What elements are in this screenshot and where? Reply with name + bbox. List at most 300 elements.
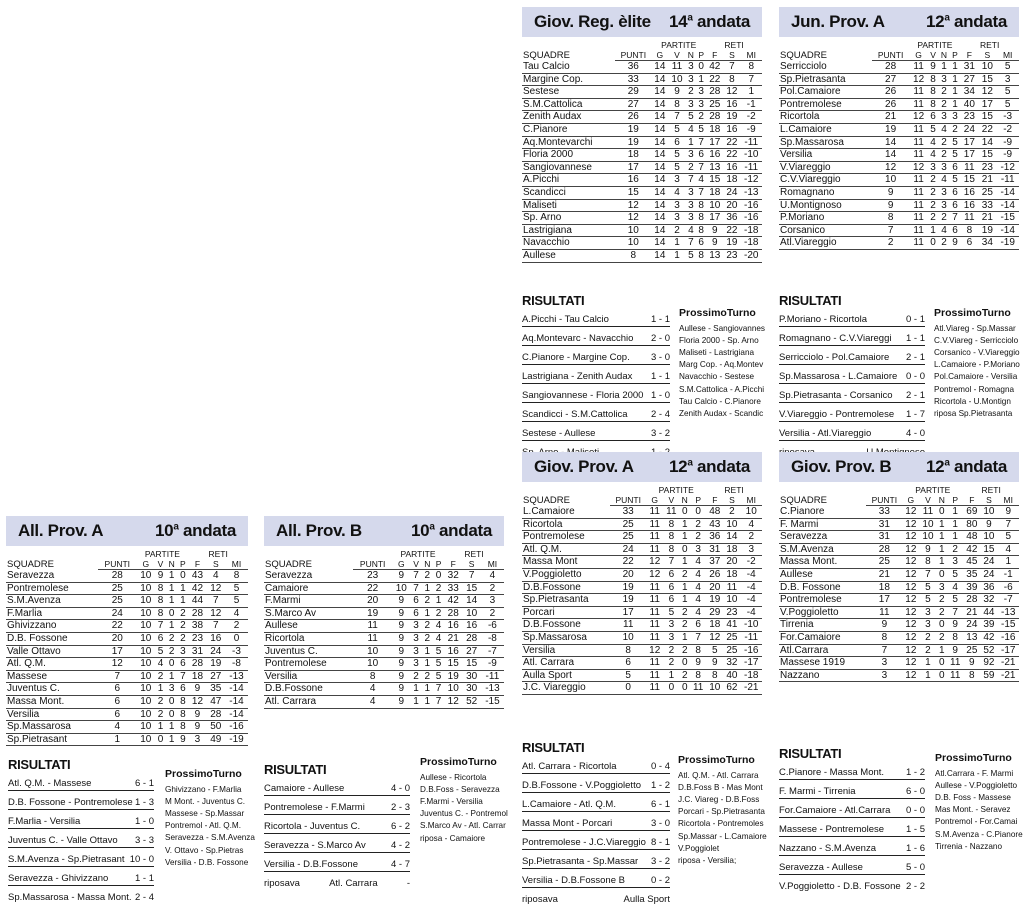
stat-cell: 1 (950, 61, 961, 74)
stat-cell: 2 (411, 670, 422, 683)
team-name: Atl.Carrara (779, 644, 866, 657)
stat-cell: 27 (960, 73, 978, 86)
next-match: S.Marco Av - Atl. Carrar (420, 821, 506, 831)
stat-cell: 11 (919, 506, 936, 519)
match-score: 1 - 1 (134, 873, 154, 884)
team-name: Corsanico (779, 224, 872, 237)
stat-cell: 10 (723, 594, 740, 607)
match-score: 1 - 1 (905, 333, 925, 344)
stat-cell: 2 (155, 670, 166, 683)
result-row (264, 783, 410, 796)
stat-cell: 2 (938, 86, 949, 99)
stat-cell: 11 (646, 581, 663, 594)
stat-cell: -4 (740, 594, 762, 607)
stat-cell: 15 (978, 149, 996, 162)
stat-cell: 11 (866, 606, 902, 619)
stat-cell: 0 (679, 506, 690, 519)
stat-cell: 1 (937, 644, 948, 657)
stat-cell: 5 (696, 123, 706, 136)
stat-cell: 29 (615, 86, 651, 99)
stat-cell: -9 (740, 123, 762, 136)
team-name: Seravezza (264, 570, 353, 583)
stat-cell: 10 (136, 582, 155, 595)
stat-cell: -8 (225, 658, 248, 671)
team-name: D.B.Fossone (522, 619, 610, 632)
stat-cell: 10 (136, 570, 155, 583)
stat-cell: 10 (136, 607, 155, 620)
stat-cell: 24 (960, 123, 978, 136)
stat-cell: -8 (481, 632, 504, 645)
next-match: Tirrenia - Nazzano (935, 841, 1003, 851)
stat-cell: 11 (947, 669, 963, 682)
match-name: Sp.Massarosa - L.Camaiore (779, 371, 898, 382)
col-header-squadre: SQUADRE (265, 558, 312, 570)
team-name: Atl. Q.M. (6, 658, 98, 671)
next-match: Aullese - V.Poggioletto (935, 781, 1018, 791)
stat-cell: 1 (950, 73, 961, 86)
stat-cell: 8 (696, 249, 706, 262)
team-name: Pol.Camaiore (779, 86, 872, 99)
stat-cell: 4 (353, 695, 392, 708)
col-group-partite: PARTITE (400, 549, 436, 559)
result-row (8, 892, 154, 904)
stat-cell: 17 (615, 161, 651, 174)
stat-cell: 24 (963, 619, 980, 632)
stat-cell: 2 (177, 620, 188, 633)
stat-cell: 11 (353, 632, 392, 645)
result-row (522, 409, 670, 422)
team-name: F.Marlia (6, 607, 98, 620)
stat-cell: 12 (444, 695, 462, 708)
stat-cell: 8 (740, 61, 762, 74)
match-name: For.Camaiore - Atl.Carrara (779, 805, 891, 816)
match-score: 0 - 1 (905, 314, 925, 325)
stat-cell: 12 (902, 606, 919, 619)
next-match: Zenith Audax - Scandic (679, 408, 764, 418)
stat-cell: 8 (155, 595, 166, 608)
stat-cell: 5 (706, 644, 723, 657)
stat-cell: 18 (188, 670, 206, 683)
match-score: 3 - 3 (134, 835, 154, 846)
team-name: Massese 1919 (779, 657, 866, 670)
stat-cell: 1 (668, 249, 685, 262)
match-score: 1 - 2 (905, 767, 925, 778)
stat-cell: 10 (615, 224, 651, 237)
col-header-punti: PUNTI (872, 50, 910, 61)
stat-cell: 30 (462, 670, 480, 683)
stat-cell: 20 (98, 632, 136, 645)
stat-cell: 5 (668, 161, 685, 174)
match-score: 2 - 0 (650, 333, 670, 344)
prossimo-turno-all-prov-b (420, 756, 508, 845)
stat-cell: 33 (866, 506, 902, 519)
stat-cell: 12 (615, 212, 651, 225)
col-header-squadre: SQUADRE (523, 49, 570, 61)
stat-cell: 2 (225, 620, 248, 633)
stat-cell: 10 (136, 683, 155, 696)
spacer (872, 40, 910, 50)
stat-cell: 8 (663, 531, 679, 544)
stat-cell: 12 (646, 644, 663, 657)
team-name: P.Moriano (779, 212, 872, 225)
result-row (779, 824, 925, 837)
stat-cell: 3 (668, 199, 685, 212)
team-name: Pontremolese (264, 658, 353, 671)
stat-cell: 5 (996, 61, 1019, 74)
stat-cell: 8 (225, 570, 248, 583)
stat-cell: 35 (207, 683, 225, 696)
stat-cell: 19 (978, 224, 996, 237)
stat-cell: 28 (188, 607, 206, 620)
table-row (522, 506, 762, 519)
team-name: Seravezza (6, 570, 98, 583)
next-match: M Mont. - Juventus C. (165, 797, 246, 807)
stat-cell: 11 (960, 161, 978, 174)
next-match: Pol.Camaiore - Versilia (934, 372, 1018, 382)
stat-cell: 14 (651, 149, 668, 162)
table-row (779, 619, 1019, 632)
stat-cell: 4 (998, 543, 1020, 556)
result-row (779, 352, 925, 365)
result-row (522, 875, 670, 888)
match-score: 1 - 2 (650, 780, 670, 791)
team-name: Serricciolo (779, 61, 872, 74)
section-giov-reg-elite (522, 7, 762, 263)
table-row (779, 631, 1019, 644)
standings-table (264, 549, 504, 709)
col-header-f: F (706, 50, 723, 61)
stat-cell: 4 (207, 570, 225, 583)
section-giov-prov-b (779, 452, 1019, 682)
stat-cell: 1 (679, 631, 690, 644)
stat-cell: 1 (740, 86, 762, 99)
match-score: 4 - 7 (390, 859, 410, 870)
stat-cell: 4 (481, 570, 504, 583)
col-header-punti: PUNTI (98, 559, 136, 570)
stat-cell: 9 (188, 683, 206, 696)
table-row (522, 568, 762, 581)
prossimo-turno-jun-prov-a (934, 307, 1020, 420)
stat-cell: 80 (963, 518, 980, 531)
stat-cell: 9 (668, 86, 685, 99)
stat-cell: 2 (433, 607, 444, 620)
table-row (522, 174, 762, 187)
stat-cell: 6 (696, 149, 706, 162)
spacer (353, 549, 392, 559)
next-match: V. Ottavo - Sp.Pietras (165, 845, 244, 855)
match-name: Seravezza - Aullese (779, 862, 863, 873)
stat-cell: 8 (928, 86, 939, 99)
table-row (522, 619, 762, 632)
stat-cell: 26 (872, 98, 910, 111)
col-group-reti: RETI (464, 549, 484, 559)
match-name: C.Pianore - Margine Cop. (522, 352, 630, 363)
stat-cell: 19 (207, 658, 225, 671)
stat-cell: 13 (706, 161, 723, 174)
table-row (6, 708, 248, 721)
stat-cell: 12 (902, 657, 919, 670)
team-name: D.B.Fossone (264, 683, 353, 696)
section-title: All. Prov. B (276, 521, 362, 540)
table-row (779, 186, 1019, 199)
stat-cell: 11 (909, 237, 927, 250)
match-name: Massese - Pontremolese (779, 824, 885, 835)
stat-cell: 42 (444, 595, 462, 608)
stat-cell: 6 (950, 186, 961, 199)
stat-cell: 12 (978, 86, 996, 99)
stat-cell: 4 (690, 594, 706, 607)
stat-cell: 16 (444, 645, 462, 658)
stat-cell: 92 (980, 657, 997, 670)
match-name: V.Poggioletto - D.B. Fossone (779, 881, 901, 892)
stat-cell: 8 (668, 98, 685, 111)
stat-cell: 9 (706, 237, 723, 250)
stat-cell: 29 (706, 606, 723, 619)
stat-cell: 6 (663, 594, 679, 607)
stat-cell: 3 (696, 86, 706, 99)
stat-cell: 12 (902, 556, 919, 569)
stat-cell: 4 (668, 186, 685, 199)
next-match: D.B. Foss - Massese (935, 793, 1011, 803)
stat-cell: -2 (740, 111, 762, 124)
stat-cell: -4 (740, 606, 762, 619)
stat-cell: 12 (902, 581, 919, 594)
results-jun-prov-a (779, 293, 925, 459)
stat-cell: 11 (353, 620, 392, 633)
stat-cell: 2 (937, 594, 948, 607)
prossimo-turno-title: ProssimoTurno (678, 754, 755, 766)
team-name: Lastrigiana (522, 224, 615, 237)
col-header-f: F (960, 50, 978, 61)
match-score: 2 - 1 (905, 352, 925, 363)
stat-cell: 33 (615, 73, 651, 86)
team-name: Maliseti (522, 199, 615, 212)
match-name: P.Moriano - Ricortola (779, 314, 868, 325)
table-row (522, 682, 762, 695)
stat-cell: 40 (960, 98, 978, 111)
stat-cell: 20 (353, 595, 392, 608)
match-name: Versilia - D.B.Fossone (264, 859, 358, 870)
stat-cell: 7 (668, 111, 685, 124)
stat-cell: 3 (947, 556, 963, 569)
stat-cell: 17 (960, 149, 978, 162)
table-row (522, 212, 762, 225)
stat-cell: 7 (433, 683, 444, 696)
stat-cell: 14 (651, 111, 668, 124)
stat-cell: 52 (980, 644, 997, 657)
section-title: All. Prov. A (18, 521, 104, 540)
stat-cell: 5 (947, 568, 963, 581)
stat-cell: 48 (706, 506, 723, 519)
stat-cell: 23 (723, 249, 740, 262)
match-name: C.Pianore - Massa Mont. (779, 767, 885, 778)
standings-table (522, 485, 762, 695)
stat-cell: 3 (686, 199, 697, 212)
prossimo-turno-giov-prov-a (678, 754, 767, 867)
stat-cell: -10 (740, 619, 762, 632)
standings-table (6, 549, 248, 746)
stat-cell: 7 (663, 556, 679, 569)
section-all-prov-a (6, 516, 248, 746)
table-row (522, 199, 762, 212)
stat-cell: 19 (723, 111, 740, 124)
match-name: Sp.Massarosa - Massa Mont. (8, 892, 132, 903)
result-row (522, 333, 670, 346)
stat-cell: 5 (433, 658, 444, 671)
results-title: RISULTATI (522, 293, 585, 308)
stat-cell: 23 (960, 111, 978, 124)
table-row (264, 683, 504, 696)
stat-cell: 22 (706, 73, 723, 86)
stat-cell: 4 (98, 721, 136, 734)
table-row (779, 212, 1019, 225)
match-name: F.Marlia - Versilia (8, 816, 81, 827)
stat-cell: 1 (937, 556, 948, 569)
section-title: Giov. Prov. B (791, 457, 892, 476)
stat-cell: 2 (919, 644, 936, 657)
stat-cell: 12 (902, 543, 919, 556)
stat-cell: 17 (98, 645, 136, 658)
stat-cell: 14 (978, 136, 996, 149)
stat-cell: 7 (740, 73, 762, 86)
table-row (6, 683, 248, 696)
table-row (522, 73, 762, 86)
stat-cell: 14 (723, 531, 740, 544)
stat-cell: 3 (188, 733, 206, 746)
col-group-reti: RETI (724, 485, 744, 495)
stat-cell: 9 (706, 224, 723, 237)
spacer (98, 549, 136, 559)
table-row (6, 645, 248, 658)
stat-cell: 27 (872, 73, 910, 86)
table-row (779, 657, 1019, 670)
stat-cell: 10 (136, 632, 155, 645)
next-match: L.Camaiore - P.Moriano (934, 360, 1020, 370)
stat-cell: 28 (444, 607, 462, 620)
stat-cell: 5 (225, 595, 248, 608)
stat-cell: 0 (225, 632, 248, 645)
match-name: riposava (522, 894, 558, 905)
next-match: C.V.Viareg - Serricciolo (934, 336, 1019, 346)
stat-cell: 4 (433, 620, 444, 633)
team-name: F.Marmi (264, 595, 353, 608)
match-name: Nazzano - S.M.Avenza (779, 843, 876, 854)
stat-cell: 14 (651, 199, 668, 212)
result-row (779, 371, 925, 384)
stat-cell: 9 (980, 518, 997, 531)
stat-cell: 18 (866, 581, 902, 594)
stat-cell: 1 (950, 98, 961, 111)
stat-cell: 7 (98, 670, 136, 683)
stat-cell: 4 (938, 123, 949, 136)
stat-cell: 2 (928, 199, 939, 212)
team-name: Aullese (522, 249, 615, 262)
team-name: C.V.Viareggio (779, 174, 872, 187)
stat-cell: 8 (177, 695, 188, 708)
team-name: Sp.Massarosa (6, 721, 98, 734)
stat-cell: 28 (706, 86, 723, 99)
table-row (522, 86, 762, 99)
stat-cell: -11 (740, 161, 762, 174)
col-header-s: S (980, 495, 997, 506)
stat-cell: 10 (723, 518, 740, 531)
match-score: 6 - 2 (390, 821, 410, 832)
stat-cell: 7 (177, 670, 188, 683)
stat-cell: 9 (866, 619, 902, 632)
table-row (522, 98, 762, 111)
team-name: Ricortola (264, 632, 353, 645)
next-match: Atl. Q.M. - Atl. Carrara (678, 771, 759, 781)
stat-cell: 23 (978, 161, 996, 174)
stat-cell: 4 (928, 149, 939, 162)
result-row (522, 780, 670, 793)
team-name: Massese (6, 670, 98, 683)
match-name: Seravezza - Ghivizzano (8, 873, 109, 884)
stat-cell: 11 (909, 212, 927, 225)
stat-cell: 2 (433, 582, 444, 595)
stat-cell: -14 (225, 683, 248, 696)
stat-cell: 4 (353, 683, 392, 696)
col-group-partite: PARTITE (915, 485, 951, 495)
stat-cell: 5 (668, 123, 685, 136)
team-name: Floria 2000 (522, 149, 615, 162)
stat-cell: 9 (919, 543, 936, 556)
team-name: V.Viareggio (779, 161, 872, 174)
col-header-g: G (651, 50, 668, 61)
stat-cell: 6 (177, 683, 188, 696)
table-row (522, 249, 762, 262)
match-score: 1 - 5 (905, 824, 925, 835)
match-score: 2 - 4 (134, 892, 154, 903)
stat-cell: 7 (723, 61, 740, 74)
section-header (6, 516, 248, 546)
stat-cell: 0 (610, 682, 646, 695)
stat-cell: 0 (696, 61, 706, 74)
stat-cell: 7 (411, 570, 422, 583)
stat-cell: 3 (866, 657, 902, 670)
stat-cell: 25 (98, 595, 136, 608)
team-name: Sp. Arno (522, 212, 615, 225)
table-row (779, 594, 1019, 607)
stat-cell: -13 (740, 186, 762, 199)
table-row (779, 506, 1019, 519)
stat-cell: 2 (679, 644, 690, 657)
next-match: riposa - Camaiore (420, 833, 486, 843)
stat-cell: 9 (947, 644, 963, 657)
match-name: Camaiore - Aullese (264, 783, 345, 794)
stat-cell: 14 (651, 161, 668, 174)
stat-cell: 14 (462, 595, 480, 608)
stat-cell: 11 (646, 631, 663, 644)
stat-cell: 1 (919, 669, 936, 682)
round-label: 10$^a$ andata (411, 521, 492, 540)
stat-cell: 10 (353, 658, 392, 671)
stat-cell: 7 (998, 518, 1020, 531)
team-name: C.Pianore (779, 506, 866, 519)
result-row (8, 873, 154, 886)
result-row (8, 778, 154, 791)
stat-cell: 8 (696, 224, 706, 237)
stat-cell: 7 (207, 620, 225, 633)
stat-cell: 2 (690, 518, 706, 531)
team-name: U.Montignoso (779, 199, 872, 212)
result-row (779, 409, 925, 422)
stat-cell: 15 (462, 658, 480, 671)
table-row (779, 669, 1019, 682)
stat-cell: 1 (950, 86, 961, 99)
stat-cell: -4 (740, 581, 762, 594)
stat-cell: 2 (663, 644, 679, 657)
